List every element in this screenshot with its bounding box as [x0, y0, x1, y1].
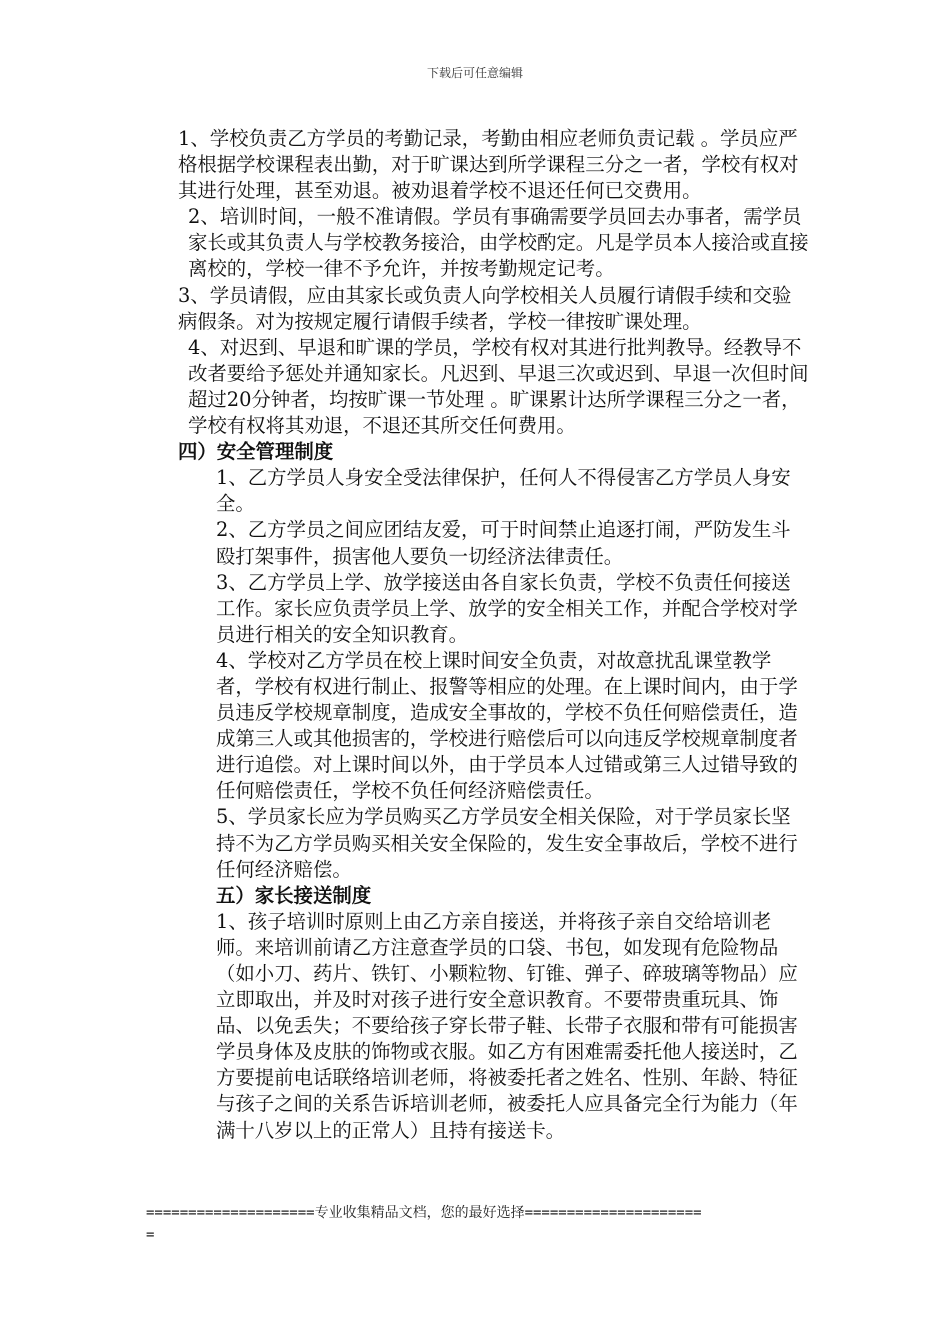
paragraph-safety-4: 4、学校对乙方学员在校上课时间安全负责，对故意扰乱课堂教学者，学校有权进行制止、报警等相应的处理。在上课时间内，由于学员违反学校规章制度，造成安全事故的，学校不负任何赔偿责任，造成第三人或其他损害的，学校进行赔偿后可以向违反学校规章制度者进行追偿。对上课时间以外，由于学员本人过错或第三人过错导致的任何赔偿责任，学校不负任何经济赔偿责任。 — [216, 648, 798, 803]
section-heading-pickup: 五）家长接送制度 — [216, 883, 372, 907]
paragraph-pickup-1: 1、孩子培训时原则上由乙方亲自接送，并将孩子亲自交给培训老师。来培训前请乙方注意查学员的口袋、书包，如发现有危险物品（如小刀、药片、铁钉、小颗粒物、钉锥、弹子、碎玻璃等物品）应立即取出，并及时对孩子进行安全意识教育。不要带贵重玩具、饰品、以免丢失；不要给孩子穿长带子鞋、长带子衣服和带有可能损害学员身体及皮肤的饰物或衣服。如乙方有困难需委托他人接送时，乙方要提前电话联络培训老师，将被委托者之姓名、性别、年龄、特征与孩子之间的关系告诉培训老师，被委托人应具备完全行为能力（年满十八岁以上的正常人）且持有接送卡。 — [216, 909, 798, 1142]
section-heading-safety: 四）安全管理制度 — [178, 440, 334, 464]
paragraph-safety-2: 2、乙方学员之间应团结友爱，可于时间禁止追逐打闹，严防发生斗殴打架事件，损害他人要负一切经济法律责任。 — [216, 518, 791, 568]
document-body — [178, 126, 810, 1144]
paragraph-safety-5: 5、学员家长应为学员购买乙方学员安全相关保险，对于学员家长坚持不为乙方学员购买相关安全保险的，发生安全事故后，学校不进行任何经济赔偿。 — [216, 805, 798, 881]
paragraph-attendance-4: 4、对迟到、早退和旷课的学员，学校有权对其进行批判教导。经教导不改者要给予惩处并通知家长。凡迟到、早退三次或迟到、早退一次但时间超过20分钟者，均按旷课一节处理 。旷课累计达所学课程三分之一者，学校有权将其劝退，不退还其所交任何费用。 — [188, 335, 809, 438]
paragraph-attendance-2: 2、培训时间，一般不准请假。学员有事确需要学员回去办事者，需学员家长或其负责人与学校教务接洽，由学校酌定。凡是学员本人接洽或直接离校的，学校一律不予允许，并按考勤规定记考。 — [188, 205, 809, 281]
paragraph-safety-3: 3、乙方学员上学、放学接送由各自家长负责，学校不负责任何接送工作。家长应负责学员上学、放学的安全相关工作，并配合学校对学员进行相关的安全知识教育。 — [216, 570, 798, 646]
paragraph-attendance-3: 3、学员请假，应由其家长或负责人向学校相关人员履行请假手续和交验病假条。对为按规定履行请假手续者，学校一律按旷课处理。 — [178, 283, 792, 333]
paragraph-safety-1: 1、乙方学员人身安全受法律保护，任何人不得侵害乙方学员人身安全。 — [216, 466, 791, 516]
footer-banner-continuation: = — [146, 1227, 155, 1243]
footer-banner: ====================专业收集精品文档，您的最好选择===================== — [146, 1205, 702, 1221]
page-header: 下载后可任意编辑 — [426, 66, 523, 80]
paragraph-attendance-1: 1、学校负责乙方学员的考勤记录，考勤由相应老师负责记载 。学员应严格根据学校课程表出勤，对于旷课达到所学课程三分之一者，学校有权对其进行处理，甚至劝退。被劝退着学校不退还任何已交费用。 — [178, 127, 799, 203]
